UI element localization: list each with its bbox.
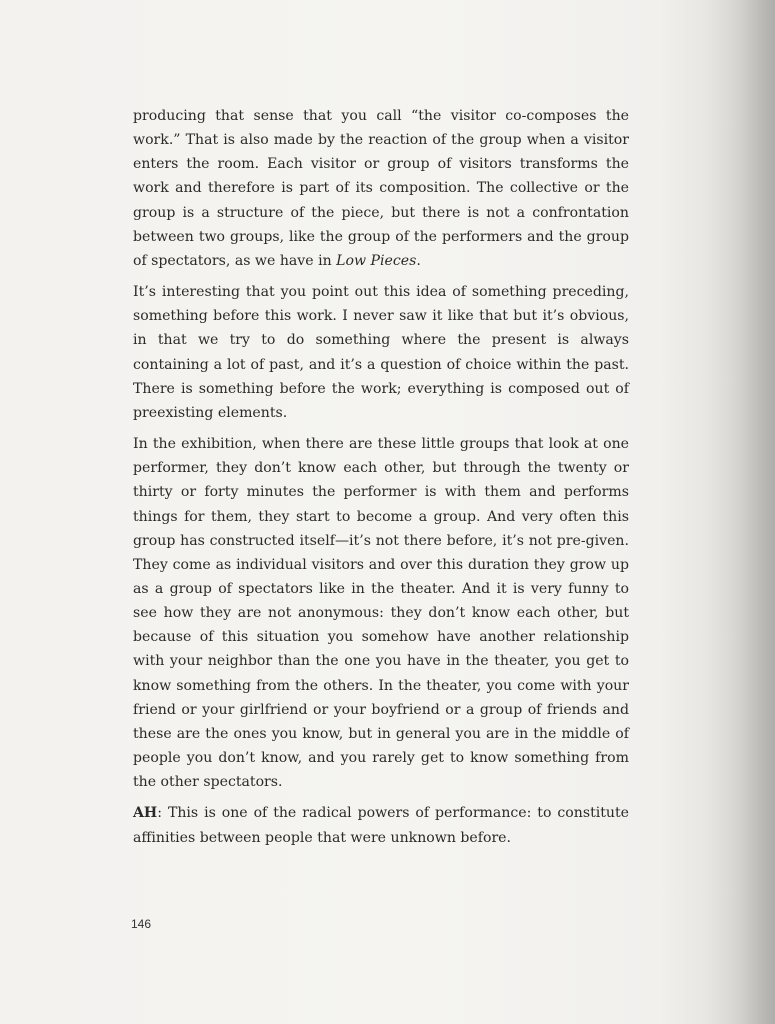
speaker-separator: : bbox=[157, 805, 163, 822]
paragraph-4 bbox=[133, 801, 629, 849]
paragraph-2: It’s interesting that you point out this idea of something preceding, something before this work. I never saw it like that but it’s obvious, in that we try to do something where the present is always containing a lot of past, and it’s a question of choice within the past. There is something before the work; everything is composed out of preexisting elements. bbox=[133, 284, 629, 421]
paragraph-3: In the exhibition, when there are these little groups that look at one performer, they don’t know each other, but through the twenty or thirty or forty minutes the performer is with them and performs things for them, they start to become a group. And very often this group has constructed itself—it’s not there before, it’s not pre-given. They come as individual visitors and over this duration they grow up as a group of spectators like in the theater. And it is very funny to see how they are not anonymous: they don’t know each other, but because of this situation you somehow have another relationship with your neighbor than the one you have in the theater, you get to know something from the others. In the theater, you come with your friend or your girlfriend or your boyfriend or a group of friends and these are the ones you know, but in general you are in the middle of people you don’t know, and you rarely get to know something from the other spectators. bbox=[133, 436, 629, 791]
paragraph-1-text: producing that sense that you call “the visitor co-composes the work.” That is also made by the reaction of the group when a visitor enters the room. Each visitor or group of visitors transforms the work and therefore is part of its composition. The collective or the group is a structure of the piece, but there is not a confrontation between two groups, like the group of the performers and the group of spectators, as we have in bbox=[133, 108, 629, 269]
speaker-initials: AH bbox=[133, 805, 158, 822]
work-title-low-pieces: Low Pieces bbox=[336, 252, 417, 269]
paragraph-1-end: . bbox=[416, 252, 421, 269]
body-text bbox=[133, 104, 629, 857]
paragraph-4-text: This is one of the radical powers of performance: to constitute affinities between people that were unknown before. bbox=[133, 805, 629, 846]
paragraph-1 bbox=[133, 104, 629, 273]
gutter-shadow bbox=[705, 0, 775, 1024]
page-number: 146 bbox=[131, 917, 152, 931]
